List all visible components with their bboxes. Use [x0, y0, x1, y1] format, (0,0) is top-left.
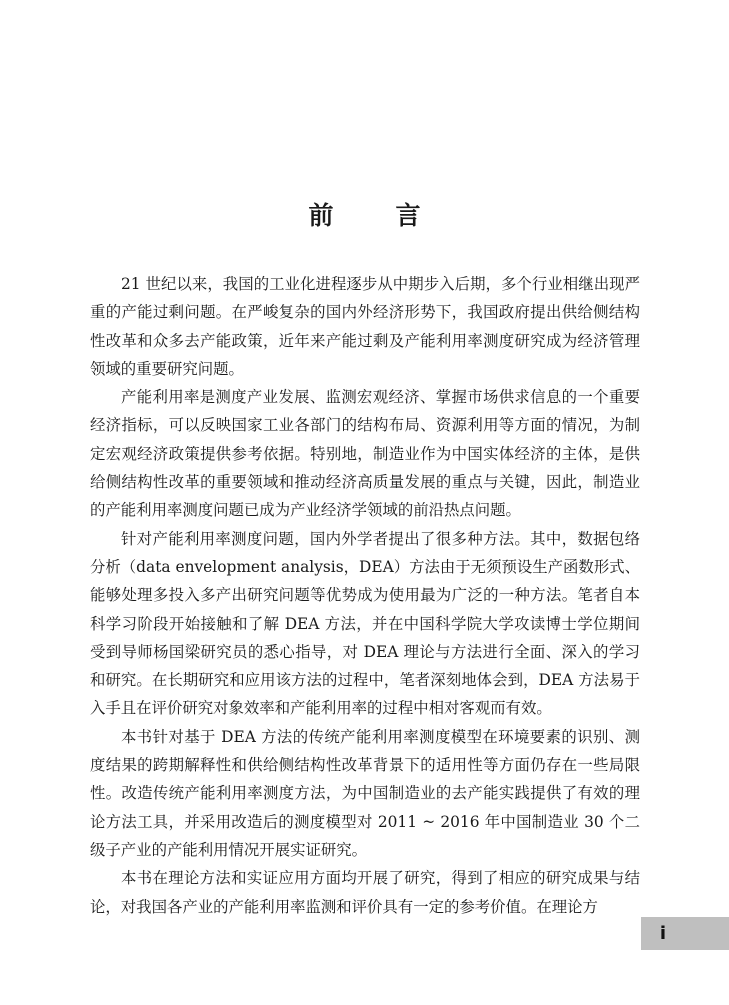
title-char-2: 言 [395, 201, 421, 230]
paragraph-5: 本书在理论方法和实证应用方面均开展了研究，得到了相应的研究成果与结论，对我国各产业的产能利用率监测和评价具有一定的参考价值。在理论方 [90, 869, 640, 916]
preface-body [90, 270, 640, 921]
paragraph-1: 21 世纪以来，我国的工业化进程逐步从中期步入后期，多个行业相继出现严重的产能过剩问题。在严峻复杂的国内外经济形势下，我国政府提出供给侧结构性改革和众多去产能政策，近年来产能过剩及产能利用率测度研究成为经济管理领域的重要研究问题。 [90, 275, 640, 378]
paragraph-3: 针对产能利用率测度问题，国内外学者提出了很多种方法。其中，数据包络分析（data envelopment analysis，DEA）方法由于无须预设生产函数形式、能够处理多投入多产出研究问题等优势成为使用最为广泛的一种方法。笔者自本科学习阶段开始接触和了解 DEA 方法，并在中国科学院大学攻读博士学位期间受到导师杨国梁研究员的悉心指导，对 DEA 理论与方法进行全面、深入的学习和研究。在长期研究和应用该方法的过程中，笔者深刻地体会到，DEA 方法易于入手且在评价研究对象效率和产能利用率的过程中相对客观而有效。 [90, 529, 640, 718]
page-number: i [659, 923, 667, 944]
page-number-tab [641, 917, 729, 950]
paragraph-2: 产能利用率是测度产业发展、监测宏观经济、掌握市场供求信息的一个重要经济指标，可以反映国家工业各部门的结构布局、资源利用等方面的情况，为制定宏观经济政策提供参考依据。特别地，制造业作为中国实体经济的主体，是供给侧结构性改革的重要领域和推动经济高质量发展的重点与关键，因此，制造业的产能利用率测度问题已成为产业经济学领域的前沿热点问题。 [90, 388, 640, 520]
title-char-1: 前 [308, 201, 334, 230]
paragraph-4: 本书针对基于 DEA 方法的传统产能利用率测度模型在环境要素的识别、测度结果的跨期解释性和供给侧结构性改革背景下的适用性等方面仍存在一些局限性。改造传统产能利用率测度方法，为中国制造业的去产能实践提供了有效的理论方法工具，并采用改造后的测度模型对 2011 ~ 2016 年中国制造业 30 个二级子产业的产能利用情况开展实证研究。 [90, 727, 640, 859]
page-title [0, 196, 729, 236]
